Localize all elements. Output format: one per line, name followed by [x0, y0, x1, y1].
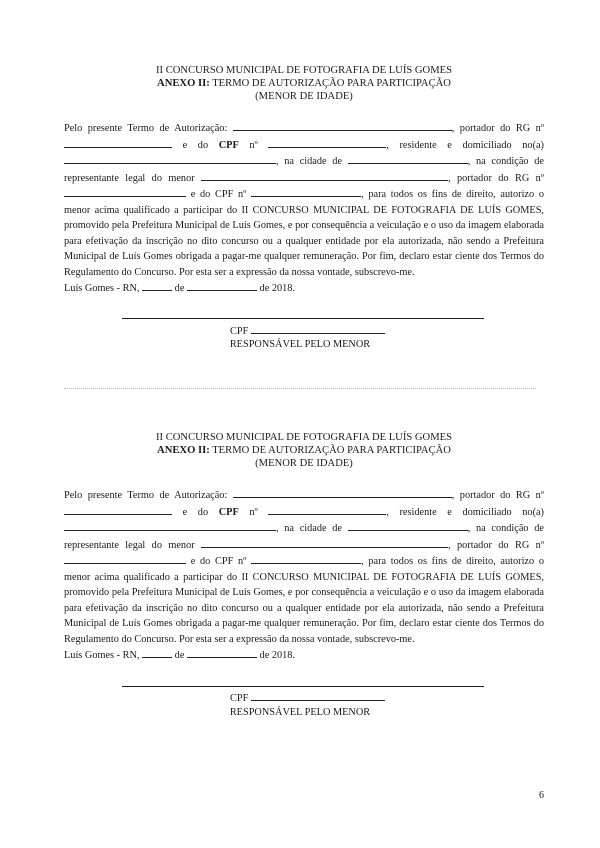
form1-body	[64, 120, 544, 297]
form1-annex-label: ANEXO II:	[157, 78, 210, 89]
form1-rg-field[interactable]	[64, 137, 172, 148]
form2-body	[64, 487, 544, 664]
form1-text: Luís Gomes - RN,	[64, 283, 143, 294]
form2-text: representante legal do menor	[64, 539, 202, 551]
form1-month-field[interactable]	[187, 280, 257, 291]
form2-text: , residente e domiciliado no(a)	[386, 506, 544, 518]
form1-minor-cpf-field[interactable]	[251, 186, 361, 197]
form1-text: , portador do RG nº	[448, 172, 544, 184]
form1-signature-line[interactable]	[122, 318, 484, 319]
form1-title: II CONCURSO MUNICIPAL DE FOTOGRAFIA DE LUÍS GOMES	[156, 65, 452, 76]
form1-text: , para todos os fins de direito, autorizo o menor acima qualificado a participar do II CONCURSO MUNICIPAL DE FOTOGRAFIA DE LUÍS GOMES, promovido pela Prefeitura Municipal de Luís Gomes, e por consequência a veiculação e o uso da imagem elaborada para efetivação da inscrição no dito concurso ou a qualquer entidade por ela autorizada, não sendo a Prefeitura Municipal de Luís Gomes obrigada a pagar-me qualquer remuneração. Por fim, declaro estar ciente dos Termos do Regulamento do Concurso. Por esta ser a expressão da nossa vontade, subscrevo-me.	[64, 189, 545, 278]
form1-text: de	[172, 283, 187, 294]
form1-signer-cpf-field[interactable]	[251, 323, 385, 334]
form2-rg-field[interactable]	[64, 504, 172, 515]
form2-text: Pelo presente Termo de Autorização:	[64, 490, 233, 501]
form2-day-field[interactable]	[142, 647, 172, 658]
form1-text: , residente e domiciliado no(a)	[386, 139, 544, 151]
form1-day-field[interactable]	[142, 280, 172, 291]
form1-header	[64, 64, 544, 103]
form1-annex-line	[64, 77, 544, 90]
form1-minor-name-field[interactable]	[201, 170, 448, 181]
form2-text: , portador do RG nº	[451, 490, 544, 501]
page-number: 6	[539, 790, 544, 801]
form1-cpf-label: CPF	[230, 326, 251, 337]
form1-name-field[interactable]	[233, 120, 452, 131]
form1-minor-rg-field[interactable]	[64, 186, 186, 197]
form2-text: nº	[238, 506, 269, 518]
form2-text: , portador do RG nº	[448, 539, 544, 551]
form2-minor-name-field[interactable]	[201, 537, 448, 548]
form2-text: e do CPF nº	[186, 556, 252, 567]
form2-text: e do	[172, 506, 219, 518]
form1-text: , na condição de	[467, 156, 544, 167]
form2-text: de	[172, 650, 187, 661]
form2-responsible-label: RESPONSÁVEL PELO MENOR	[229, 707, 371, 718]
form2-annex-label: ANEXO II:	[157, 445, 210, 456]
form2-text: de 2018.	[256, 650, 296, 661]
form1-text: e do CPF nº	[186, 189, 252, 200]
form2-address-field[interactable]	[64, 520, 276, 531]
form1-subtitle: (MENOR DE IDADE)	[255, 91, 353, 102]
form2-minor-rg-field[interactable]	[64, 553, 186, 564]
form1-text: Pelo presente Termo de Autorização:	[64, 123, 233, 134]
cut-separator	[64, 388, 536, 389]
form2-text: , para todos os fins de direito, autorizo o menor acima qualificado a participar do II CONCURSO MUNICIPAL DE FOTOGRAFIA DE LUÍS GOMES, promovido pela Prefeitura Municipal de Luís Gomes, e por consequência a veiculação e o uso da imagem elaborada para efetivação da inscrição no dito concurso ou a qualquer entidade por ela autorizada, não sendo a Prefeitura Municipal de Luís Gomes obrigada a pagar-me qualquer remuneração. Por fim, declaro estar ciente dos Termos do Regulamento do Concurso. Por esta ser a expressão da nossa vontade, subscrevo-me.	[64, 556, 545, 645]
form1-text: de 2018.	[256, 283, 296, 294]
form2-subtitle: (MENOR DE IDADE)	[255, 458, 353, 469]
form2-signer-cpf-field[interactable]	[251, 690, 385, 701]
form1-text: nº	[238, 139, 269, 151]
form2-cpf-field[interactable]	[268, 504, 386, 515]
form1-responsible-label: RESPONSÁVEL PELO MENOR	[229, 339, 371, 350]
form1-text: , na cidade de	[276, 156, 348, 167]
form1-address-field[interactable]	[64, 153, 276, 164]
form1-text: CPF	[218, 139, 239, 151]
form2-minor-cpf-field[interactable]	[251, 553, 361, 564]
form2-cpf-label: CPF	[230, 693, 251, 704]
form1-text: e do	[172, 139, 219, 151]
form1-text: representante legal do menor	[64, 172, 202, 184]
form2-title: II CONCURSO MUNICIPAL DE FOTOGRAFIA DE LUÍS GOMES	[156, 432, 452, 443]
form2-signature-line[interactable]	[122, 686, 484, 687]
form2-header	[64, 431, 544, 470]
form2-text: Luís Gomes - RN,	[64, 650, 143, 661]
form2-city-field[interactable]	[348, 520, 468, 531]
form2-annex-line	[64, 444, 544, 457]
form1-text: , portador do RG nº	[451, 123, 544, 134]
form1-city-field[interactable]	[348, 153, 468, 164]
form2-text: , na cidade de	[276, 523, 348, 534]
form2-month-field[interactable]	[187, 647, 257, 658]
form2-text: CPF	[218, 506, 239, 518]
form2-name-field[interactable]	[233, 487, 452, 498]
form2-text: , na condição de	[467, 523, 544, 534]
form1-annex-text: TERMO DE AUTORIZAÇÃO PARA PARTICIPAÇÃO	[209, 78, 451, 89]
form2-annex-text: TERMO DE AUTORIZAÇÃO PARA PARTICIPAÇÃO	[209, 445, 451, 456]
form1-cpf-field[interactable]	[268, 137, 386, 148]
